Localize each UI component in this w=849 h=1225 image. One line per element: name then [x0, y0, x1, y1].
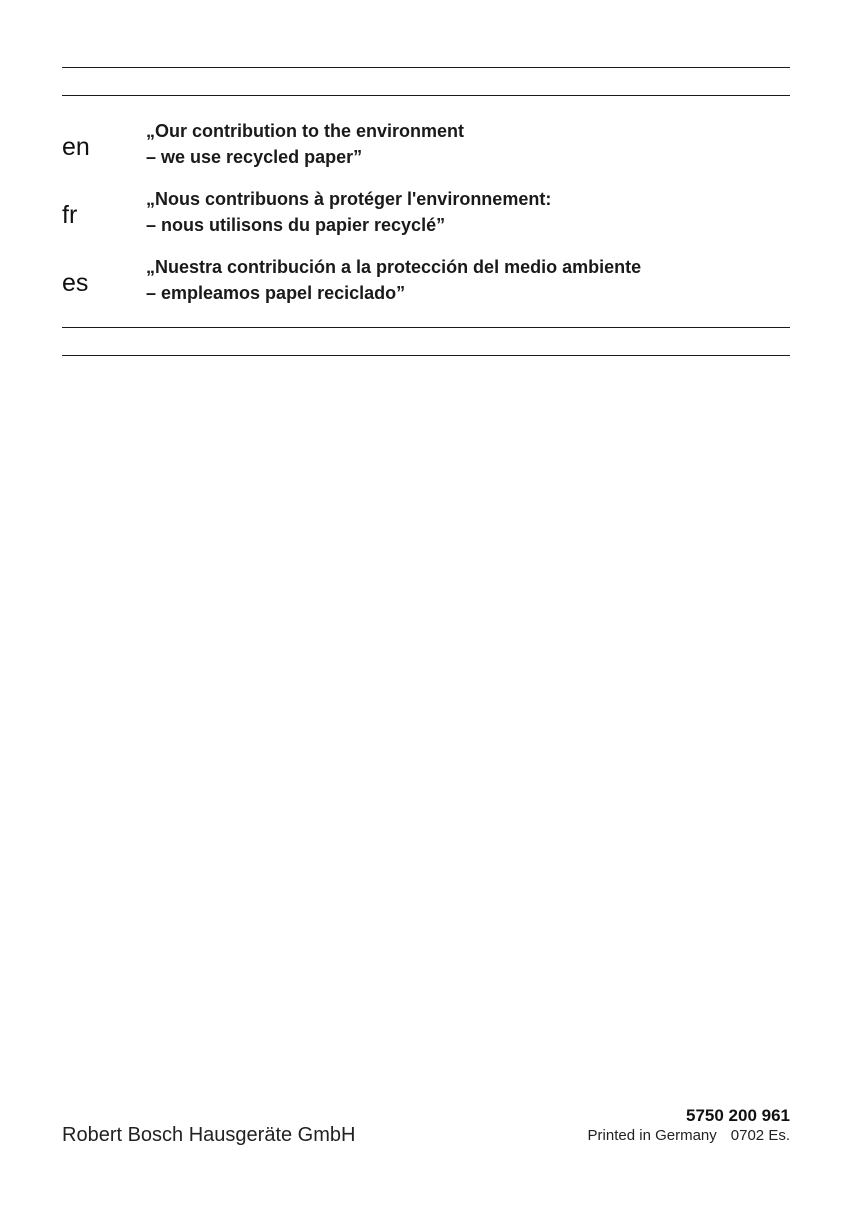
statement-line-1: „Nous contribuons à protéger l'environnement: [146, 189, 552, 209]
statement-en [0, 119, 849, 175]
statement-line-1: „Nuestra contribución a la protección del medio ambiente [146, 257, 642, 277]
bottom-rule-upper [62, 327, 790, 328]
statement-line-2: – we use recycled paper” [146, 147, 363, 167]
document-number: 5750 200 961 [686, 1106, 790, 1125]
printed-in-label: Printed in Germany [587, 1127, 717, 1144]
language-code: es [62, 269, 89, 297]
bottom-rule-lower [62, 355, 790, 356]
print-code: 0702 Es. [730, 1127, 790, 1144]
statement-line-2: – nous utilisons du papier recyclé” [146, 215, 446, 235]
company-name: Robert Bosch Hausgeräte GmbH [62, 1124, 356, 1146]
language-code: en [62, 133, 90, 161]
print-info [588, 1127, 790, 1145]
statement-line-1: „Our contribution to the environment [146, 121, 464, 141]
top-rule-lower [62, 95, 790, 96]
statement-es [0, 255, 849, 311]
language-code: fr [62, 201, 78, 229]
top-rule-upper [62, 67, 790, 68]
statement-fr [0, 187, 849, 243]
statement-line-2: – empleamos papel reciclado” [146, 283, 406, 303]
